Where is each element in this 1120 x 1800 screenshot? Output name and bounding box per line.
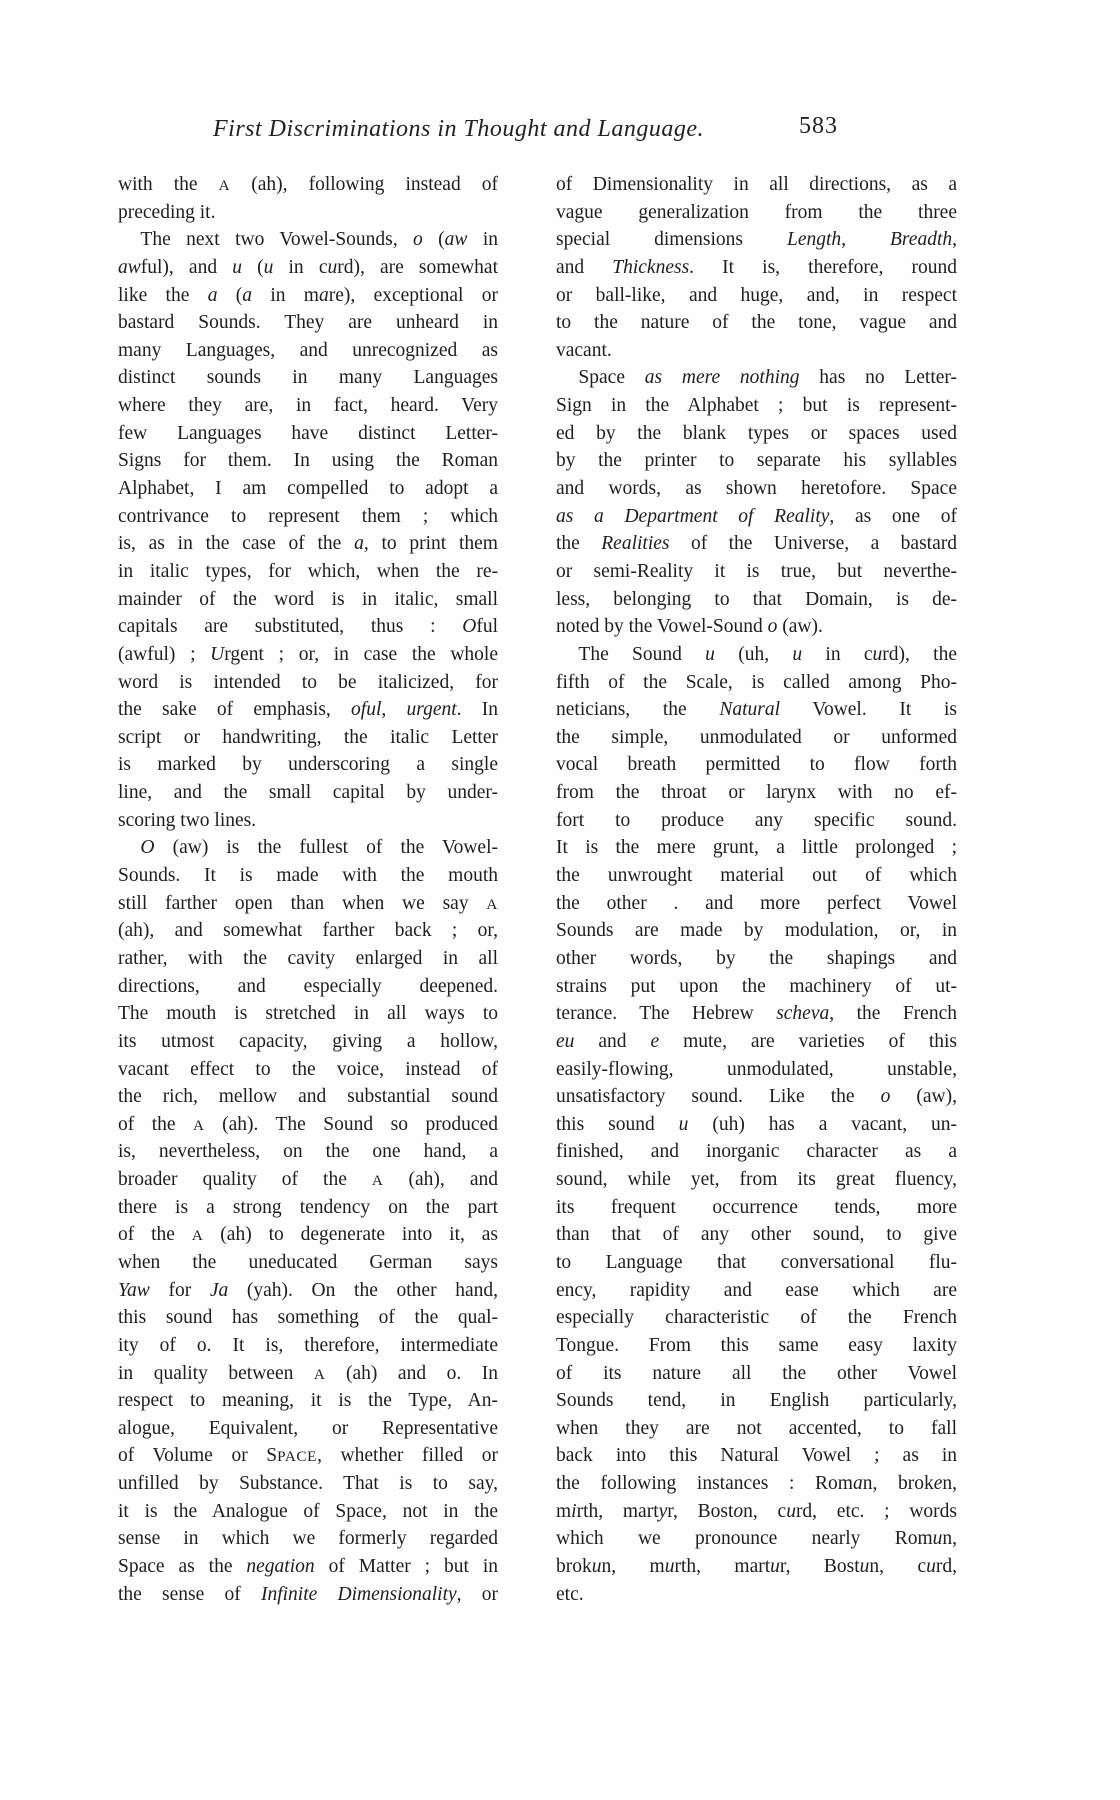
text-line: line, and the small capital by under- (118, 782, 498, 804)
text-line: noted by the Vowel-Sound o (aw). (556, 616, 823, 638)
text-line: it is the Analogue of Space, not in the (118, 1500, 498, 1522)
text-line: Space as the negation of Matter ; but in (118, 1556, 498, 1578)
text-line: (ah), and somewhat farther back ; or, (118, 920, 498, 942)
text-line: Tongue. From this same easy laxity (556, 1334, 957, 1356)
text-line: fort to produce any specific sound. (556, 809, 957, 831)
text-line: awful), and u (u in curd), are somewhat (118, 256, 498, 278)
text-line: the Realities of the Universe, a bastard (556, 533, 957, 555)
text-line: scoring two lines. (118, 809, 257, 831)
text-line: O (aw) is the fullest of the Vowel- (140, 837, 498, 859)
text-line: Alphabet, I am compelled to adopt a (118, 478, 498, 500)
text-line: Sounds are made by modulation, or, in (556, 920, 957, 942)
text-line: the rich, mellow and substantial sound (118, 1086, 498, 1108)
text-line: the sense of Infinite Dimensionality, or (118, 1583, 498, 1605)
text-line: other words, by the shapings and (556, 947, 957, 969)
text-line: the sake of emphasis, oful, urgent. In (118, 699, 499, 721)
text-line: is, as in the case of the a, to print them (118, 533, 498, 555)
text-line: is, nevertheless, on the one hand, a (118, 1141, 498, 1163)
right-column (556, 171, 957, 1608)
text-line: the simple, unmodulated or unformed (556, 726, 957, 748)
text-line: mainder of the word is in italic, small (118, 588, 498, 610)
text-line: this sound u (uh) has a vacant, un- (556, 1113, 958, 1135)
text-line: vacant. (556, 339, 612, 361)
text-line: still farther open than when we say A (118, 892, 498, 914)
text-line: ency, rapidity and ease which are (556, 1279, 957, 1301)
text-line: Sounds. It is made with the mouth (118, 865, 498, 887)
text-line: neticians, the Natural Vowel. It is (556, 699, 957, 721)
text-line: the following instances : Roman, broken, (556, 1473, 957, 1495)
text-line: this sound has something of the qual- (118, 1307, 498, 1329)
text-line: its frequent occurrence tends, more (556, 1196, 957, 1218)
text-line: distinct sounds in many Languages (118, 367, 498, 389)
text-line: in italic types, for which, when the re- (118, 560, 498, 582)
text-line: and words, as shown heretofore. Space (556, 478, 957, 500)
text-line: by the printer to separate his syllables (556, 450, 957, 472)
text-line: script or handwriting, the italic Letter (118, 726, 498, 748)
text-line: from the throat or larynx with no ef- (556, 782, 957, 804)
text-line: ed by the blank types or spaces used (556, 422, 957, 444)
text-line: The mouth is stretched in all ways to (118, 1003, 498, 1025)
text-line: etc. (556, 1583, 584, 1605)
text-line: vocal breath permitted to flow forth (556, 754, 957, 776)
text-line: vague generalization from the three (556, 201, 957, 223)
text-line: which we pronounce nearly Romun, (556, 1528, 957, 1550)
text-line: when the uneducated German says (118, 1251, 498, 1273)
text-line: unsatisfactory sound. Like the o (aw), (556, 1086, 957, 1108)
text-line: unfilled by Substance. That is to say, (118, 1473, 498, 1495)
text-line: terance. The Hebrew scheva, the French (556, 1003, 957, 1025)
text-line: It is the mere grunt, a little prolonged ; (556, 837, 957, 859)
text-line: is marked by underscoring a single (118, 754, 498, 776)
text-line: of the A (ah) to degenerate into it, as (118, 1224, 498, 1246)
text-line: bastard Sounds. They are unheard in (118, 312, 498, 334)
text-line: in quality between A (ah) and o. In (118, 1362, 498, 1384)
text-line: as a Department of Reality, as one of (556, 505, 957, 527)
text-line: Sounds tend, in English particularly, (556, 1390, 957, 1412)
text-line: the other . and more perfect Vowel (556, 892, 957, 914)
text-line: special dimensions Length, Breadth, (556, 229, 957, 251)
text-line: vacant effect to the voice, instead of (118, 1058, 498, 1080)
text-line: many Languages, and unrecognized as (118, 339, 498, 361)
text-line: there is a strong tendency on the part (118, 1196, 498, 1218)
text-line: contrivance to represent them ; which (118, 505, 498, 527)
text-line: finished, and inorganic character as a (556, 1141, 957, 1163)
page-number: 583 (799, 113, 838, 139)
text-line: sound, while yet, from its great fluency, (556, 1169, 957, 1191)
text-line: preceding it. (118, 201, 216, 223)
text-line: to Language that conversational flu- (556, 1251, 957, 1273)
text-line: of Volume or SPACE, whether filled or (118, 1445, 498, 1467)
text-line: its utmost capacity, giving a hollow, (118, 1030, 498, 1052)
text-line: when they are not accented, to fall (556, 1417, 957, 1439)
text-line: capitals are substituted, thus : Oful (118, 616, 498, 638)
text-line: and Thickness. It is, therefore, round (556, 256, 957, 278)
text-line: rather, with the cavity enlarged in all (118, 947, 498, 969)
text-line: with the A (ah), following instead of (118, 174, 498, 195)
text-line: of the A (ah). The Sound so produced (118, 1113, 498, 1135)
text-line: or ball-like, and huge, and, in respect (556, 284, 957, 306)
text-line: Signs for them. In using the Roman (118, 450, 498, 472)
text-line: alogue, Equivalent, or Representative (118, 1417, 498, 1439)
text-line: where they are, in fact, heard. Very (118, 395, 498, 417)
text-line: mirth, martyr, Boston, curd, etc. ; words (556, 1500, 957, 1522)
text-line: ity of o. It is, therefore, intermediate (118, 1334, 498, 1356)
text-line: like the a (a in mare), exceptional or (118, 284, 498, 306)
text-line: strains put upon the machinery of ut- (556, 975, 957, 997)
text-line: sense in which we formerly regarded (118, 1528, 498, 1550)
text-line: The Sound u (uh, u in curd), the (578, 643, 958, 665)
text-line: Space as mere nothing has no Letter- (578, 367, 957, 389)
text-line: directions, and especially deepened. (118, 975, 498, 997)
text-line: few Languages have distinct Letter- (118, 422, 498, 444)
text-line: fifth of the Scale, is called among Pho- (556, 671, 957, 693)
text-line: or semi-Reality it is true, but neverthe- (556, 560, 957, 582)
text-line: brokun, murth, martur, Bostun, curd, (556, 1556, 957, 1578)
text-line: of its nature all the other Vowel (556, 1362, 957, 1384)
running-title: First Discriminations in Thought and Language. (213, 116, 705, 142)
text-line: broader quality of the A (ah), and (118, 1169, 498, 1191)
text-line: back into this Natural Vowel ; as in (556, 1445, 957, 1467)
text-line: respect to meaning, it is the Type, An- (118, 1390, 498, 1412)
text-line: Sign in the Alphabet ; but is represent- (556, 395, 957, 417)
text-line: especially characteristic of the French (556, 1307, 957, 1329)
text-line: eu and e mute, are varieties of this (556, 1030, 958, 1052)
text-line: easily-flowing, unmodulated, unstable, (556, 1058, 957, 1080)
text-line: Yaw for Ja (yah). On the other hand, (118, 1279, 498, 1301)
text-line: the unwrought material out of which (556, 865, 957, 887)
left-column (118, 171, 498, 1608)
text-line: of Dimensionality in all directions, as a (556, 174, 957, 195)
text-line: word is intended to be italicized, for (118, 671, 498, 693)
text-line: (awful) ; Urgent ; or, in case the whole (118, 643, 499, 665)
text-line: The next two Vowel-Sounds, o (aw in (140, 229, 498, 251)
text-line: to the nature of the tone, vague and (556, 312, 957, 334)
text-line: than that of any other sound, to give (556, 1224, 957, 1246)
text-line: less, belonging to that Domain, is de- (556, 588, 957, 610)
